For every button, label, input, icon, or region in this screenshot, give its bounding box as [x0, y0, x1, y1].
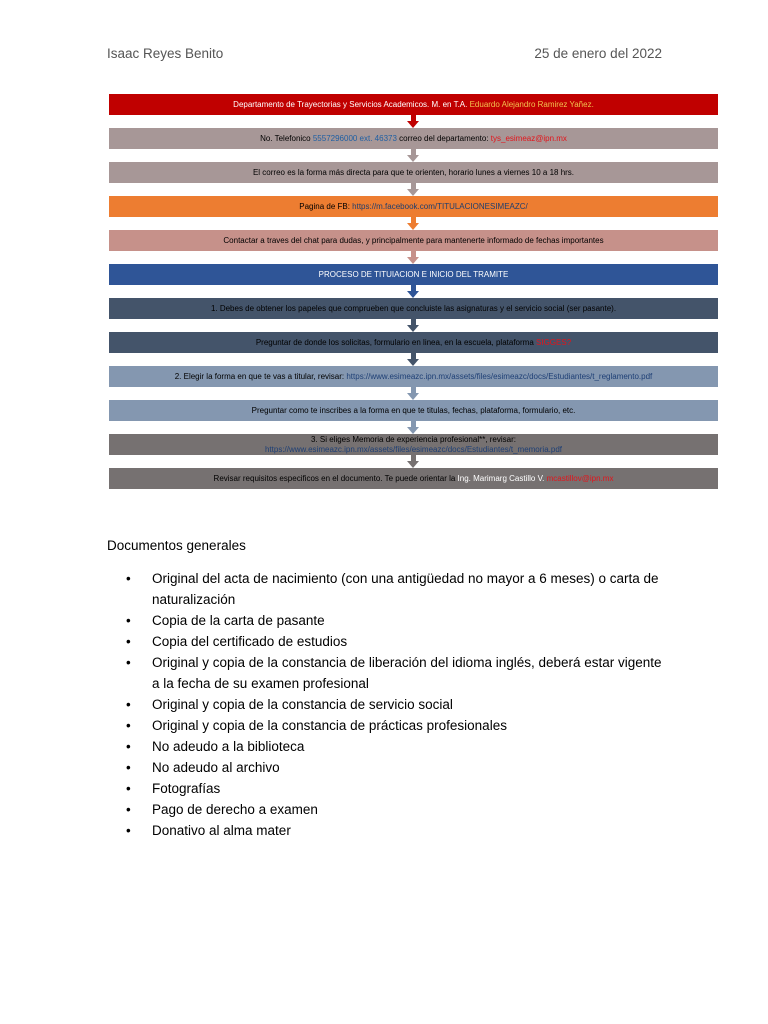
phone-number: 5557296000 ext. 46373	[312, 133, 397, 143]
platform-name: SIGGES?	[536, 337, 572, 347]
list-item: • Original y copia de la constancia de servicio social	[107, 694, 667, 715]
bullet-icon: •	[126, 634, 131, 649]
flow-step-facebook: Pagina de FB: https://m.facebook.com/TITULACIONESIMEAZC/	[109, 196, 718, 217]
flow-step-ask-source: Preguntar de donde los solicitas, formulario en linea, en la escuela, plataforma SIGGES?	[109, 332, 718, 353]
list-item: • No adeudo al archivo	[107, 757, 667, 778]
flow-step-ask-enrollment: Preguntar como te inscribes a la forma en que te titulas, fechas, plataforma, formulario, etc.	[109, 400, 718, 421]
advisor-email-link[interactable]: mcastillov@ipn.mx	[546, 473, 614, 483]
list-item: • Fotografías	[107, 778, 667, 799]
document-header	[107, 46, 662, 66]
documents-list	[107, 568, 667, 841]
list-item: • Copia del certificado de estudios	[107, 631, 667, 652]
bullet-icon: •	[126, 823, 131, 838]
flow-step-chat: Contactar a traves del chat para dudas, y principalmente para mantenerte informado de fechas importantes	[109, 230, 718, 251]
flow-arrow	[109, 319, 718, 332]
flow-step-department: Departamento de Trayectorias y Servicios Academicos. M. en T.A. Eduardo Alejandro Ramirez Yañez.	[109, 94, 718, 115]
department-head-name: Eduardo Alejandro Ramirez Yañez.	[469, 99, 594, 109]
bullet-icon: •	[126, 655, 131, 670]
flow-arrow	[109, 183, 718, 196]
department-email-link[interactable]: tys_esimeaz@ipn.mx	[490, 133, 567, 143]
bullet-icon: •	[126, 781, 131, 796]
list-item: • Original y copia de la constancia de prácticas profesionales	[107, 715, 667, 736]
list-item: • Original del acta de nacimiento (con una antigüedad no mayor a 6 meses) o carta de naturalización	[107, 568, 667, 610]
bullet-icon: •	[126, 571, 131, 586]
flow-arrow	[109, 387, 718, 400]
document-date: 25 de enero del 2022	[534, 46, 662, 61]
documents-section-title: Documentos generales	[107, 538, 246, 553]
author-name: Isaac Reyes Benito	[107, 46, 224, 61]
facebook-link[interactable]: https://m.facebook.com/TITULACIONESIMEAZC/	[352, 201, 528, 211]
flow-arrow	[109, 251, 718, 264]
flow-arrow	[109, 149, 718, 162]
bullet-icon: •	[126, 802, 131, 817]
bullet-icon: •	[126, 613, 131, 628]
bullet-icon: •	[126, 718, 131, 733]
flow-step-1-papers: 1. Debes de obtener los papeles que comprueben que concluiste las asignaturas y el servicio social (ser pasante).	[109, 298, 718, 319]
flow-step-process-title: PROCESO DE TITUIACION E INICIO DEL TRAMITE	[109, 264, 718, 285]
bullet-icon: •	[126, 760, 131, 775]
flow-arrow	[109, 353, 718, 366]
flow-step-contact: No. Telefonico 5557296000 ext. 46373 correo del departamento: tys_esimeaz@ipn.mx	[109, 128, 718, 149]
flow-step-email-info: El correo es la forma más directa para que te orienten, horario lunes a viernes 10 a 18 hrs.	[109, 162, 718, 183]
flow-step-2-choose-method: 2. Elegir la forma en que te vas a titular, revisar: https://www.esimeazc.ipn.mx/assets/files/esimeazc/docs/Estudiantes/t_reglamento.pdf	[109, 366, 718, 387]
flow-arrow	[109, 285, 718, 298]
flow-arrow	[109, 421, 718, 434]
flow-step-3-memoria: 3. Si eliges Memoria de experiencia profesional**, revisar: https://www.esimeazc.ipn.mx/assets/files/esimeazc/docs/Estudiantes/t_memoria.pdf	[109, 434, 718, 455]
process-flowchart	[109, 94, 718, 489]
memoria-link[interactable]: https://www.esimeazc.ipn.mx/assets/files/esimeazc/docs/Estudiantes/t_memoria.pdf	[264, 444, 562, 454]
bullet-icon: •	[126, 739, 131, 754]
advisor-name: Ing. Marimarg Castillo V.	[457, 473, 545, 483]
list-item: • Donativo al alma mater	[107, 820, 667, 841]
flow-arrow	[109, 455, 718, 468]
flow-arrow	[109, 217, 718, 230]
flow-arrow	[109, 115, 718, 128]
flow-step-requirements: Revisar requisitos especificos en el documento. Te puede orientar la Ing. Marimarg Castillo V. mcastillov@ipn.mx	[109, 468, 718, 489]
bullet-icon: •	[126, 697, 131, 712]
list-item: • Pago de derecho a examen	[107, 799, 667, 820]
list-item: • Copia de la carta de pasante	[107, 610, 667, 631]
list-item: • Original y copia de la constancia de liberación del idioma inglés, deberá estar vigente a la fecha de su examen profesional	[107, 652, 667, 694]
list-item: • No adeudo a la biblioteca	[107, 736, 667, 757]
reglamento-link[interactable]: https://www.esimeazc.ipn.mx/assets/files/esimeazc/docs/Estudiantes/t_reglamento.pdf	[346, 371, 653, 381]
